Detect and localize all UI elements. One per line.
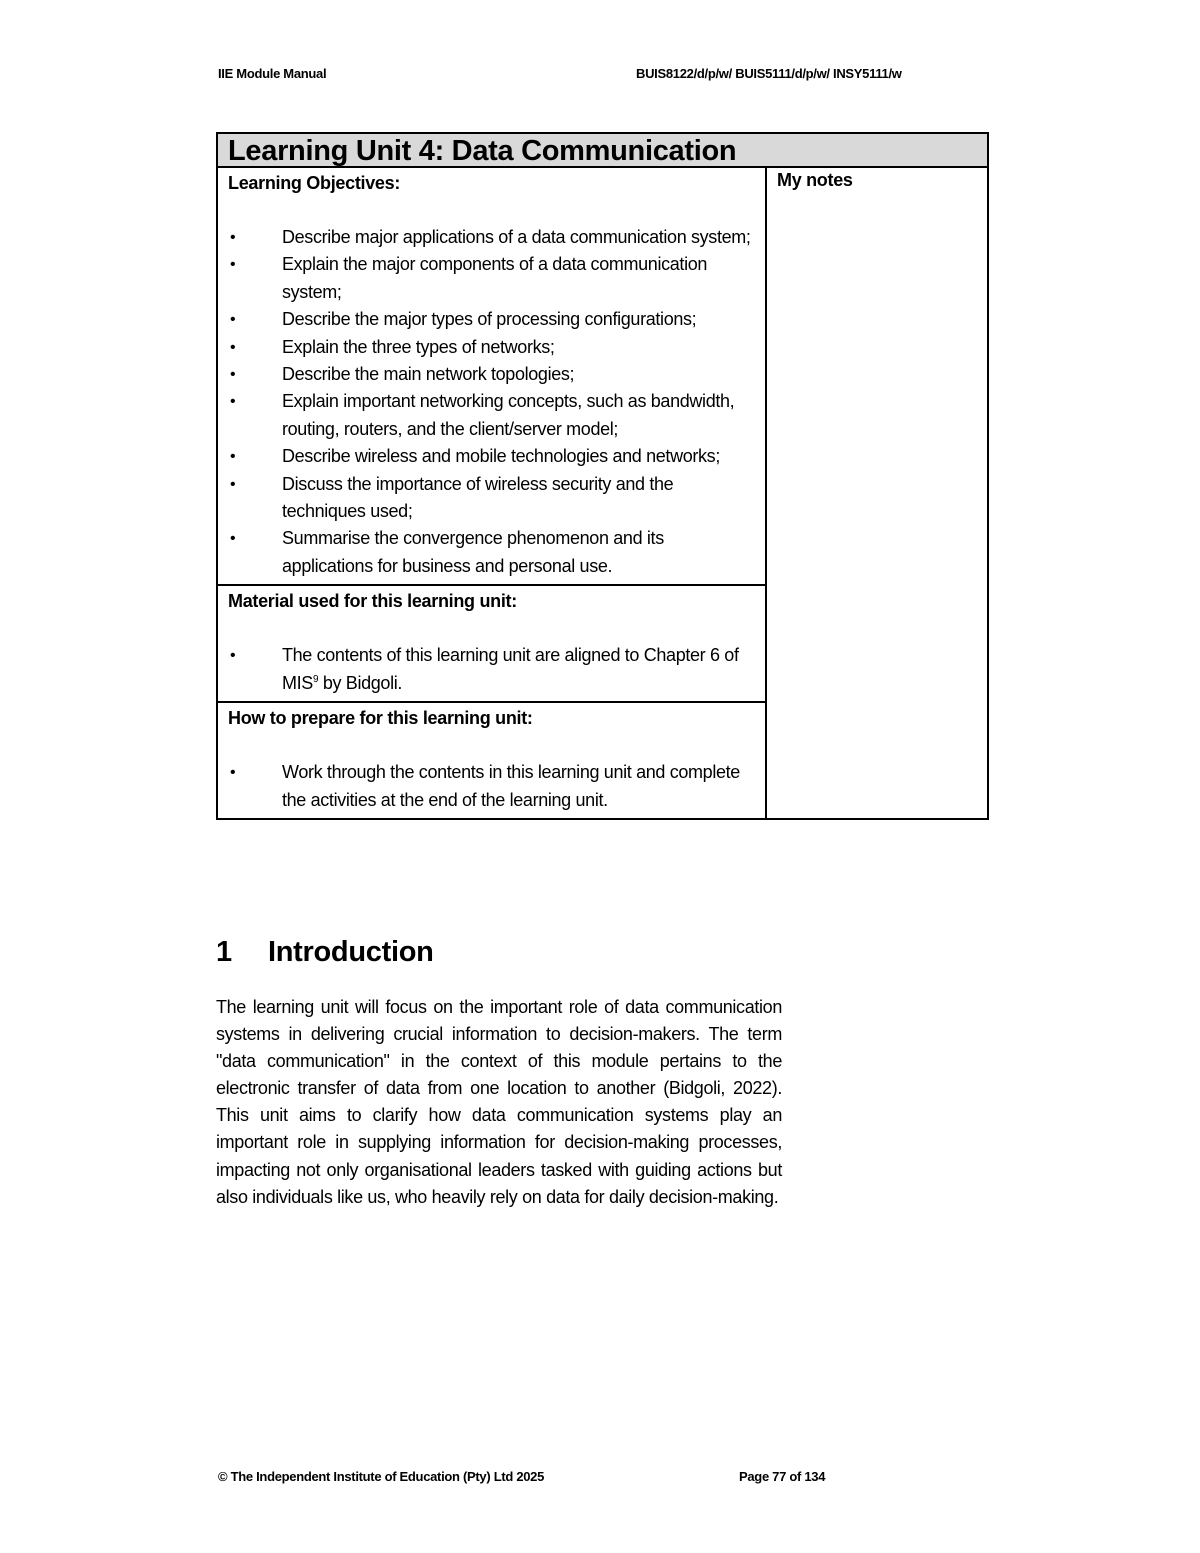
bullet-icon: •: [230, 311, 236, 329]
introduction-heading: [216, 936, 434, 969]
objective-item: [228, 471, 757, 526]
bullet-icon: •: [230, 393, 236, 411]
objective-item-text: Describe major applications of a data communication system;: [282, 227, 751, 247]
objective-item-text: Describe wireless and mobile technologies and networks;: [282, 446, 720, 467]
bullet-icon: •: [230, 647, 236, 665]
introduction-paragraph: The learning unit will focus on the important role of data communication systems in delivering crucial information to decision-makers. The term "data communication" in the context of this module pertains to the electronic transfer of data from one location to another (Bidgoli, 2022). This unit aims to clarify how data communication systems play an important role in supplying information for decision-making processes, impacting not only organisational leaders tasked with guiding actions but also individuals like us, who heavily rely on data for daily decision-making.: [216, 997, 782, 1207]
objective-item: [228, 251, 757, 306]
objective-item: [228, 525, 757, 580]
my-notes-heading: My notes: [777, 170, 853, 190]
objective-item-text: Summarise the convergence phenomenon and its applications for business and personal use.: [282, 528, 664, 576]
objective-item: [228, 306, 757, 333]
section-title: Introduction: [268, 936, 434, 968]
material-heading: Material used for this learning unit:: [228, 591, 517, 612]
bullet-icon: •: [230, 229, 236, 246]
objectives-heading: Learning Objectives:: [228, 173, 401, 193]
unit-main-column: [218, 168, 767, 818]
objective-item-text: Explain the major components of a data communication system;: [282, 254, 708, 302]
objective-item: [228, 334, 757, 361]
objective-item: [228, 443, 757, 470]
prepare-section: [218, 701, 765, 818]
footer-page-number: Page 77 of 134: [739, 1469, 826, 1484]
header-module-title: IIE Module Manual: [218, 66, 327, 81]
edition-superscript: 9: [312, 673, 319, 685]
material-tail: by Bidgoli.: [318, 672, 403, 693]
bullet-icon: •: [230, 530, 236, 548]
objective-item-text: Explain the three types of networks;: [282, 336, 555, 357]
objectives-section: [218, 168, 765, 584]
objective-item-text: Explain important networking concepts, such as bandwidth, routing, routers, and the client/server model;: [282, 391, 735, 439]
unit-title: Learning Unit 4: Data Communication: [218, 134, 987, 168]
objective-item: [228, 361, 757, 388]
objective-item: [228, 224, 757, 251]
objective-item: [228, 388, 757, 443]
learning-unit-table: [216, 132, 989, 820]
bullet-icon: •: [230, 764, 236, 782]
bullet-icon: •: [230, 338, 236, 356]
material-item: [228, 642, 757, 697]
header-module-codes: BUIS8122/d/p/w/ BUIS5111/d/p/w/ INSY5111/w: [636, 66, 902, 81]
prepare-list: [228, 759, 757, 814]
material-text: The contents of this learning unit are aligned to Chapter 6 of MIS: [282, 645, 739, 693]
objective-item-text: Describe the main network topologies;: [282, 364, 575, 385]
bullet-icon: •: [230, 366, 236, 384]
material-section: [218, 584, 765, 701]
objectives-list: [228, 224, 757, 580]
bullet-icon: •: [230, 475, 236, 493]
unit-body: [218, 168, 987, 818]
footer-copyright: © The Independent Institute of Education (Pty) Ltd 2025: [218, 1469, 545, 1484]
prepare-item-text: Work through the contents in this learning unit and complete the activities at the end of the learning unit.: [282, 762, 740, 810]
objective-item-text: Describe the major types of processing configurations;: [282, 309, 697, 330]
my-notes-column: [767, 168, 987, 818]
objective-item-text: Discuss the importance of wireless security and the techniques used;: [282, 473, 674, 522]
prepare-item: [228, 759, 757, 814]
section-number: 1: [216, 936, 232, 968]
bullet-icon: •: [230, 448, 236, 466]
prepare-heading: How to prepare for this learning unit:: [228, 708, 533, 729]
bullet-icon: •: [230, 256, 236, 274]
